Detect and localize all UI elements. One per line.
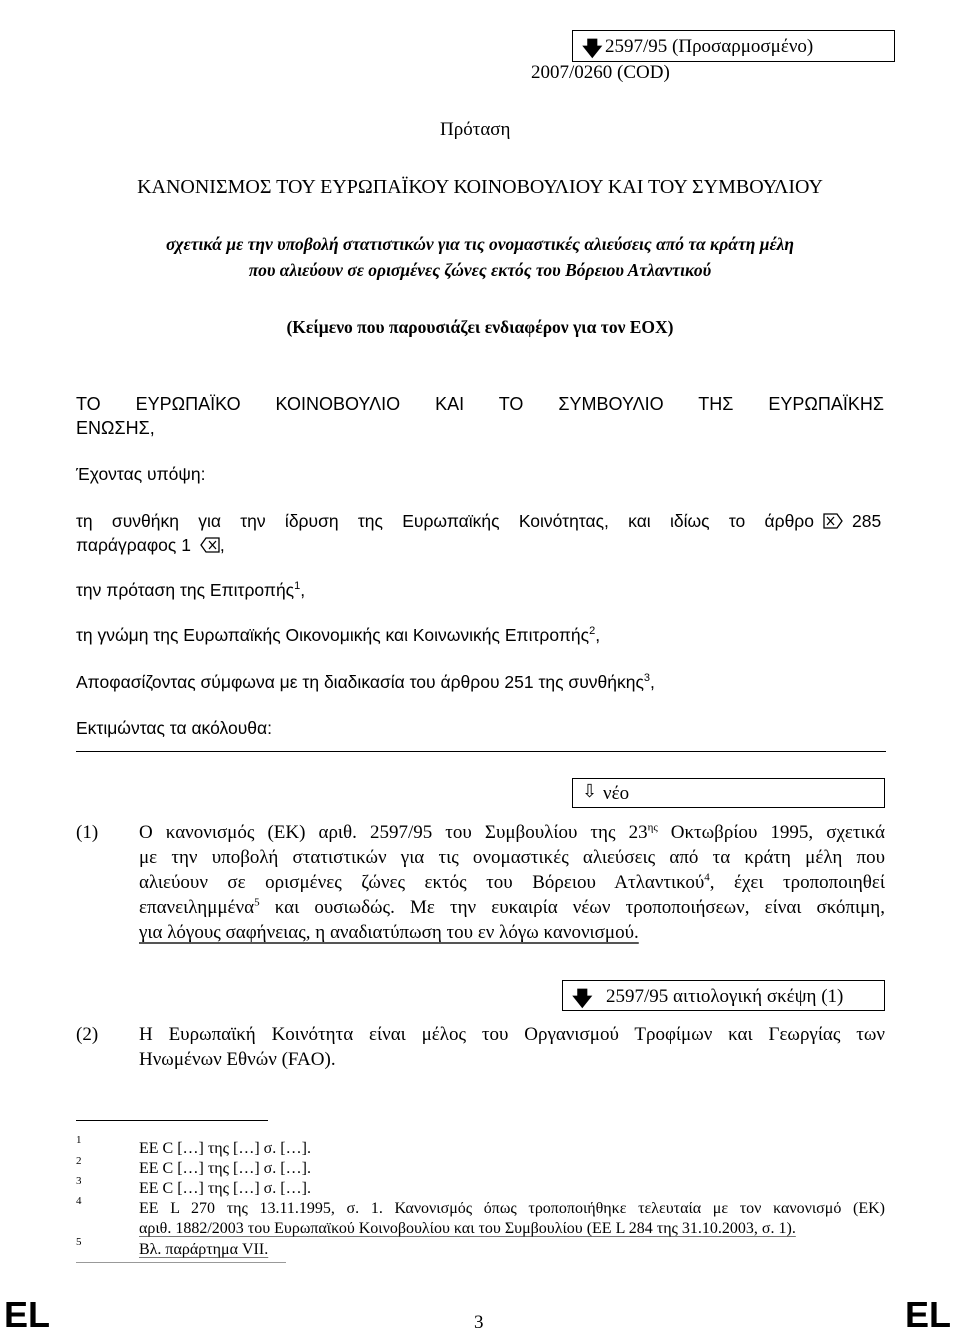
source-box-label: 2597/95 (Προσαρμοσμένο) xyxy=(605,36,814,57)
outline-arrow-down-icon: ⇩ xyxy=(582,781,598,801)
footnote-ref-2: 2 xyxy=(589,625,596,638)
treaty-285: 285 xyxy=(852,511,882,531)
subject-line-1: σχετικά με την υποβολή στατιστικών για τις ονομαστικές αλιεύσεις από τα κράτη μέλη xyxy=(165,234,795,254)
delete-marker-close-icon xyxy=(200,537,220,553)
page-number: 3 xyxy=(474,1312,484,1333)
recital-source-box xyxy=(562,980,885,1011)
ecosoc-citation xyxy=(76,625,600,646)
arrow-down-icon: 🡇 xyxy=(582,38,603,60)
procedure-citation xyxy=(76,672,655,693)
footnote-text: ΕΕ C […] της […] σ. […]. xyxy=(139,1160,311,1177)
reference-number: 2007/0260 (COD) xyxy=(531,62,670,83)
footnote-text: ΕΕ C […] της […] σ. […]. xyxy=(139,1180,311,1197)
having-regard: Έχοντας υπόψη: xyxy=(76,464,206,484)
footnote-number: 1 xyxy=(76,1134,82,1146)
source-box xyxy=(572,30,895,62)
treaty-paragraph-end: , xyxy=(219,535,225,555)
recital-1-line-4 xyxy=(139,897,885,919)
treaty-citation xyxy=(76,511,884,532)
recital-1-line-4-text xyxy=(139,897,885,919)
recital-1-line-1 xyxy=(139,822,885,844)
procedure-end: , xyxy=(650,672,655,692)
delete-marker-open-icon xyxy=(823,513,843,529)
ecosoc-end: , xyxy=(595,625,601,645)
commission-text: την πρόταση της Επιτροπής xyxy=(76,580,295,600)
language-code-right: EL xyxy=(905,1294,952,1335)
proposal-label: Πρόταση xyxy=(440,119,511,140)
recital-1-line-3b: , έχει τροποποιηθεί xyxy=(709,872,886,893)
footnote-number: 2 xyxy=(76,1155,82,1167)
recital-1-line-3 xyxy=(139,872,885,894)
language-code-left: EL xyxy=(4,1294,51,1335)
footnote-separator xyxy=(76,1120,268,1121)
whereas-label: Εκτιμώντας τα ακόλουθα: xyxy=(76,718,272,738)
footnote-ref-5: 5 xyxy=(254,896,260,909)
recital-1-line-1a: Ο κανονισμός (ΕΚ) αριθ. 2597/95 του Συμβουλίου της 23 xyxy=(139,822,648,843)
ecosoc-text: τη γνώμη της Ευρωπαϊκής Οικονομικής και Κοινωνικής Επιτροπής xyxy=(76,625,590,645)
footnote-text: Βλ. παράρτημα VII. xyxy=(139,1241,269,1258)
recital-source-label: 2597/95 αιτιολογική σκέψη (1) xyxy=(606,986,844,1007)
commission-end: , xyxy=(300,580,306,600)
recital-2-line-2: Ηνωμένων Εθνών (FAO). xyxy=(139,1049,336,1070)
new-box xyxy=(572,778,885,808)
footnote-number: 4 xyxy=(76,1195,82,1207)
recital-1-line-3-text xyxy=(139,872,885,894)
recital-2-line-1: Η Ευρωπαϊκή Κοινότητα είναι μέλος του Οργανισμού Τροφίμων και Γεωργίας των xyxy=(139,1024,885,1045)
authors-line-1: ΤΟ ΕΥΡΩΠΑΪΚΟ ΚΟΙΝΟΒΟΥΛΙΟ ΚΑΙ ΤΟ ΣΥΜΒΟΥΛΙΟ ΤΗΣ ΕΥΡΩΠΑΪΚΗΣ xyxy=(76,394,884,414)
treaty-paragraph: παράγραφος 1 xyxy=(76,535,191,555)
recital-2-number: (2) xyxy=(76,1024,99,1045)
recital-1-line-4a: επανειλημμένα xyxy=(139,897,255,918)
procedure-text: Αποφασίζοντας σύμφωνα με τη διαδικασία του άρθρου 251 της συνθήκης xyxy=(76,672,644,692)
eea-relevance: (Κείμενο που παρουσιάζει ενδιαφέρον για τον ΕΟΧ) xyxy=(286,317,674,337)
recital-1-line-2: με την υποβολή στατιστικών για τις ονομαστικές αλιεύσεις από τα κράτη μέλη που xyxy=(139,847,885,868)
footnote-end-rule xyxy=(76,1262,286,1263)
new-box-label: νέο xyxy=(603,783,630,804)
footnote-number: 3 xyxy=(76,1175,82,1187)
treaty-citation-line-2 xyxy=(76,535,225,556)
recital-1-number: (1) xyxy=(76,822,99,843)
commission-citation xyxy=(76,580,305,601)
recital-1-line-5: για λόγους σαφήνειας, η αναδιατύπωση του εν λόγω κανονισμού. xyxy=(139,922,639,943)
footnote-ref-1: 1 xyxy=(294,580,301,593)
recital-1-line-4b: και ουσιωδώς. Με την ευκαιρία νέων τροποποιήσεων, είναι σκόπιμη, xyxy=(259,897,885,918)
treaty-line-1: τη συνθήκη για την ίδρυση της Ευρωπαϊκής Κοινότητας, και ιδίως το άρθρο xyxy=(76,511,814,531)
subject-line-2: που αλιεύουν σε ορισμένες ζώνες εκτός του Βόρειου Ατλαντικού xyxy=(248,260,712,280)
section-divider-1 xyxy=(76,751,886,752)
footnote-text: ΕΕ C […] της […] σ. […]. xyxy=(139,1140,311,1157)
footnote-text: αριθ. 1882/2003 του Ευρωπαϊκού Κοινοβουλίου και του Συμβουλίου (ΕΕ L 284 της 31.10.2003, σ. 1). xyxy=(139,1220,796,1237)
regulation-title: ΚΑΝΟΝΙΣΜΟΣ ΤΟΥ ΕΥΡΩΠΑΪΚΟΥ ΚΟΙΝΟΒΟΥΛΙΟΥ ΚΑΙ ΤΟΥ ΣΥΜΒΟΥΛΙΟΥ xyxy=(137,176,823,198)
ordinal-suffix: ης xyxy=(647,821,658,834)
recital-1-line-1b: Οκτωβρίου 1995, σχετικά xyxy=(670,822,885,843)
footnote-number: 5 xyxy=(76,1236,82,1248)
footnote-ref-3: 3 xyxy=(643,672,651,685)
recital-1-line-1-text xyxy=(139,822,885,844)
authors-line-2: ΕΝΩΣΗΣ, xyxy=(76,418,155,438)
footnote-ref-4: 4 xyxy=(704,871,710,884)
recital-1-line-3a: αλιεύουν σε ορισμένες ζώνες εκτός του Βόρειου Ατλαντικού xyxy=(139,872,705,893)
footnote-text: ΕΕ L 270 της 13.11.1995, σ. 1. Κανονισμός όπως τροποποιήθηκε τελευταία με τον κανονισμό (ΕΚ) xyxy=(139,1200,885,1217)
arrow-down-icon: 🡇 xyxy=(572,988,593,1010)
